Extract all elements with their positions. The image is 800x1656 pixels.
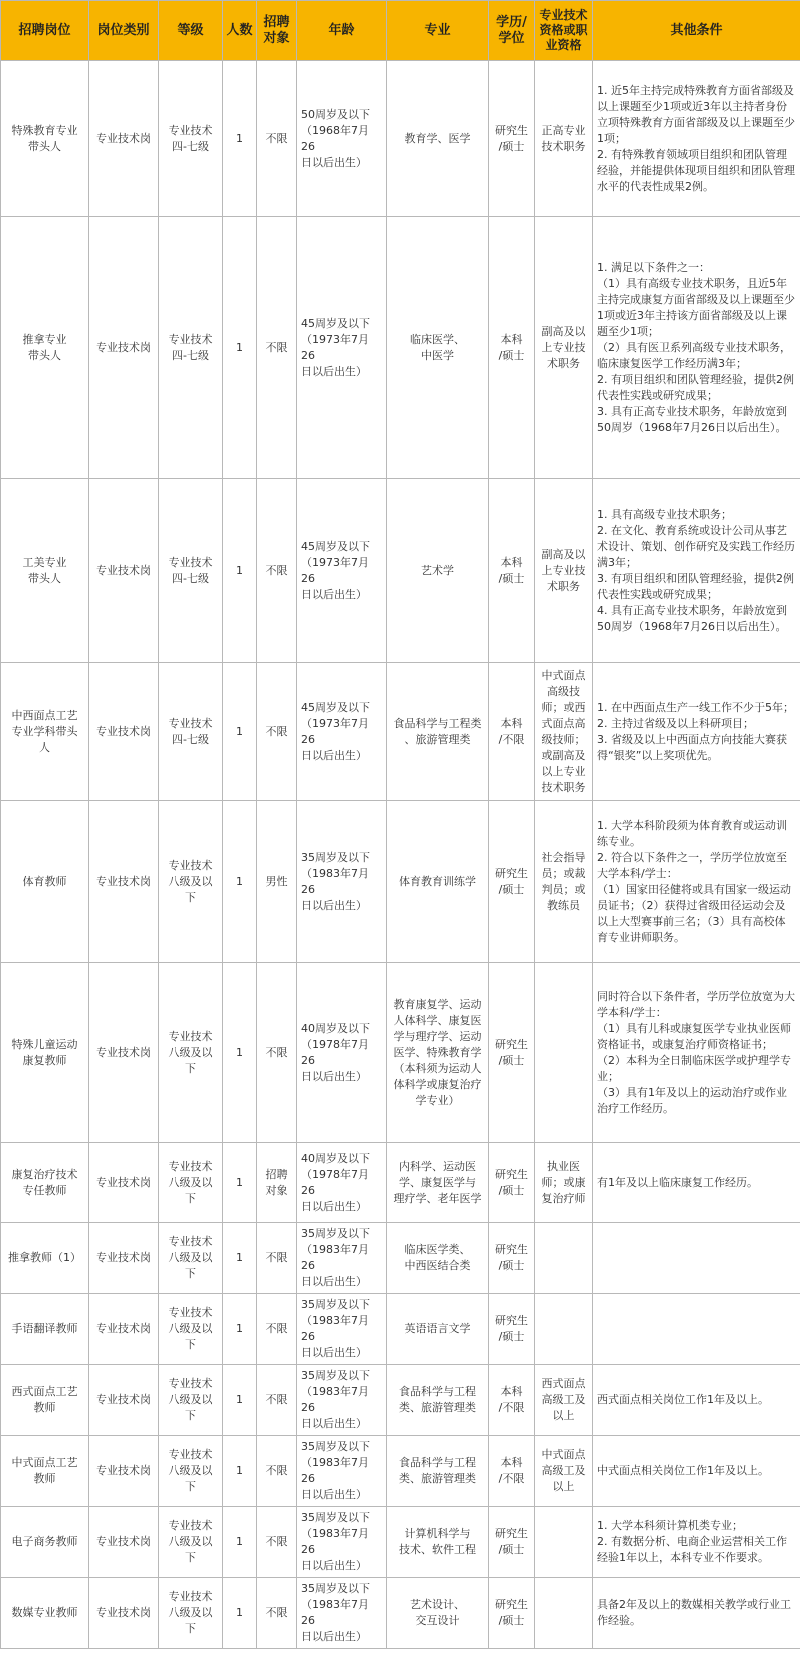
age-cell: 35周岁及以下 （1983年7月26 日以后出生） bbox=[297, 1365, 387, 1436]
position-cell: 西式面点工艺 教师 bbox=[1, 1365, 89, 1436]
count-cell: 1 bbox=[223, 1507, 257, 1578]
table-row bbox=[1, 963, 800, 1143]
count-cell: 1 bbox=[223, 1143, 257, 1223]
count-cell: 1 bbox=[223, 1365, 257, 1436]
position-cell: 康复治疗技术 专任教师 bbox=[1, 1143, 89, 1223]
degree-cell: 本科 /不限 bbox=[489, 1365, 535, 1436]
degree-cell: 研究生 /硕士 bbox=[489, 801, 535, 963]
target-cell: 不限 bbox=[257, 1294, 297, 1365]
level-cell: 专业技术 四-七级 bbox=[159, 663, 223, 801]
header-age: 年龄 bbox=[297, 1, 387, 61]
category-cell: 专业技术岗 bbox=[89, 1507, 159, 1578]
category-cell: 专业技术岗 bbox=[89, 479, 159, 663]
category-cell: 专业技术岗 bbox=[89, 1294, 159, 1365]
table-header-row bbox=[1, 1, 800, 61]
table-row bbox=[1, 1578, 800, 1649]
age-cell: 35周岁及以下 （1983年7月26 日以后出生） bbox=[297, 1578, 387, 1649]
level-cell: 专业技术 四-七级 bbox=[159, 479, 223, 663]
age-cell: 45周岁及以下 （1973年7月26 日以后出生） bbox=[297, 479, 387, 663]
qualification-cell bbox=[535, 1578, 593, 1649]
position-cell: 手语翻译教师 bbox=[1, 1294, 89, 1365]
degree-cell: 研究生 /硕士 bbox=[489, 1507, 535, 1578]
qualification-cell bbox=[535, 1223, 593, 1294]
position-cell: 特殊儿童运动 康复教师 bbox=[1, 963, 89, 1143]
degree-cell: 本科 /硕士 bbox=[489, 479, 535, 663]
category-cell: 专业技术岗 bbox=[89, 801, 159, 963]
category-cell: 专业技术岗 bbox=[89, 963, 159, 1143]
position-cell: 数媒专业教师 bbox=[1, 1578, 89, 1649]
major-cell: 临床医学类、 中西医结合类 bbox=[387, 1223, 489, 1294]
major-cell: 体育教育训练学 bbox=[387, 801, 489, 963]
age-cell: 40周岁及以下 （1978年7月26 日以后出生） bbox=[297, 1143, 387, 1223]
level-cell: 专业技术 四-七级 bbox=[159, 61, 223, 217]
position-cell: 电子商务教师 bbox=[1, 1507, 89, 1578]
qualification-cell: 副高及以 上专业技 术职务 bbox=[535, 479, 593, 663]
target-cell: 男性 bbox=[257, 801, 297, 963]
count-cell: 1 bbox=[223, 1223, 257, 1294]
age-cell: 45周岁及以下 （1973年7月26 日以后出生） bbox=[297, 217, 387, 479]
level-cell: 专业技术 八级及以 下 bbox=[159, 963, 223, 1143]
position-cell: 中西面点工艺 专业学科带头 人 bbox=[1, 663, 89, 801]
table-body bbox=[1, 61, 800, 1649]
table-row bbox=[1, 1365, 800, 1436]
age-cell: 35周岁及以下 （1983年7月26 日以后出生） bbox=[297, 1223, 387, 1294]
category-cell: 专业技术岗 bbox=[89, 663, 159, 801]
major-cell: 临床医学、 中医学 bbox=[387, 217, 489, 479]
position-cell: 中式面点工艺 教师 bbox=[1, 1436, 89, 1507]
qualification-cell: 执业医 师；或康 复治疗师 bbox=[535, 1143, 593, 1223]
degree-cell: 研究生 /硕士 bbox=[489, 963, 535, 1143]
header-degree: 学历/ 学位 bbox=[489, 1, 535, 61]
category-cell: 专业技术岗 bbox=[89, 1143, 159, 1223]
qualification-cell bbox=[535, 1294, 593, 1365]
conditions-cell: 有1年及以上临床康复工作经历。 bbox=[593, 1143, 800, 1223]
target-cell: 不限 bbox=[257, 61, 297, 217]
qualification-cell: 正高专业 技术职务 bbox=[535, 61, 593, 217]
major-cell: 食品科学与工程 类、旅游管理类 bbox=[387, 1365, 489, 1436]
position-cell: 推拿专业 带头人 bbox=[1, 217, 89, 479]
header-major: 专业 bbox=[387, 1, 489, 61]
major-cell: 食品科学与工程 类、旅游管理类 bbox=[387, 1436, 489, 1507]
count-cell: 1 bbox=[223, 61, 257, 217]
level-cell: 专业技术 八级及以 下 bbox=[159, 1436, 223, 1507]
degree-cell: 研究生 /硕士 bbox=[489, 1294, 535, 1365]
level-cell: 专业技术 八级及以 下 bbox=[159, 1365, 223, 1436]
conditions-cell bbox=[593, 1294, 800, 1365]
conditions-cell: 同时符合以下条件者，学历学位放宽为大学本科/学士： （1）具有儿科或康复医学专业执业医师资格证书，或康复治疗师资格证书； （2）本科为全日制临床医学或护理学专业； （3）具有1年及以上的运动治疗或作业治疗工作经历。 bbox=[593, 963, 800, 1143]
target-cell: 不限 bbox=[257, 1507, 297, 1578]
age-cell: 35周岁及以下 （1983年7月26 日以后出生） bbox=[297, 1507, 387, 1578]
table-row bbox=[1, 663, 800, 801]
degree-cell: 研究生 /硕士 bbox=[489, 1223, 535, 1294]
degree-cell: 研究生 /硕士 bbox=[489, 61, 535, 217]
target-cell: 不限 bbox=[257, 1436, 297, 1507]
degree-cell: 本科 /不限 bbox=[489, 1436, 535, 1507]
position-cell: 工美专业 带头人 bbox=[1, 479, 89, 663]
qualification-cell: 社会指导 员；或裁 判员；或 教练员 bbox=[535, 801, 593, 963]
category-cell: 专业技术岗 bbox=[89, 1365, 159, 1436]
table-row bbox=[1, 61, 800, 217]
position-cell: 特殊教育专业 带头人 bbox=[1, 61, 89, 217]
header-target: 招聘 对象 bbox=[257, 1, 297, 61]
count-cell: 1 bbox=[223, 663, 257, 801]
table-row bbox=[1, 479, 800, 663]
header-position: 招聘岗位 bbox=[1, 1, 89, 61]
major-cell: 教育学、医学 bbox=[387, 61, 489, 217]
table-row bbox=[1, 801, 800, 963]
qualification-cell: 中式面点 高级技 师；或西 式面点高 级技师； 或副高及 以上专业 技术职务 bbox=[535, 663, 593, 801]
qualification-cell bbox=[535, 963, 593, 1143]
count-cell: 1 bbox=[223, 217, 257, 479]
conditions-cell: 1. 近5年主持完成特殊教育方面省部级及以上课题至少1项或近3年以主持者身份立项特殊教育方面省部级及以上课题至少1项； 2. 有特殊教育领域项目组织和团队管理经验，并能提供体现项目组织和团队管理水平的代表性成果2例。 bbox=[593, 61, 800, 217]
degree-cell: 研究生 /硕士 bbox=[489, 1143, 535, 1223]
header-conditions: 其他条件 bbox=[593, 1, 800, 61]
target-cell: 不限 bbox=[257, 663, 297, 801]
table-row bbox=[1, 1507, 800, 1578]
conditions-cell: 具备2年及以上的数媒相关教学或行业工作经验。 bbox=[593, 1578, 800, 1649]
count-cell: 1 bbox=[223, 963, 257, 1143]
count-cell: 1 bbox=[223, 801, 257, 963]
target-cell: 不限 bbox=[257, 1365, 297, 1436]
table-row bbox=[1, 1294, 800, 1365]
table-row bbox=[1, 217, 800, 479]
major-cell: 艺术学 bbox=[387, 479, 489, 663]
age-cell: 50周岁及以下 （1968年7月26 日以后出生） bbox=[297, 61, 387, 217]
degree-cell: 本科 /硕士 bbox=[489, 217, 535, 479]
qualification-cell: 副高及以 上专业技 术职务 bbox=[535, 217, 593, 479]
category-cell: 专业技术岗 bbox=[89, 61, 159, 217]
level-cell: 专业技术 八级及以 下 bbox=[159, 1223, 223, 1294]
conditions-cell: 1. 具有高级专业技术职务； 2. 在文化、教育系统或设计公司从事艺术设计、策划、创作研究及实践工作经历满3年； 3. 有项目组织和团队管理经验，提供2例代表性实践或研究成果； 4. 具有正高专业技术职务，年龄放宽到50周岁（1968年7月26日以后出生）。 bbox=[593, 479, 800, 663]
age-cell: 45周岁及以下 （1973年7月26 日以后出生） bbox=[297, 663, 387, 801]
major-cell: 食品科学与工程类 、旅游管理类 bbox=[387, 663, 489, 801]
target-cell: 不限 bbox=[257, 963, 297, 1143]
target-cell: 招聘 对象 bbox=[257, 1143, 297, 1223]
table-row bbox=[1, 1223, 800, 1294]
qualification-cell bbox=[535, 1507, 593, 1578]
header-category: 岗位类别 bbox=[89, 1, 159, 61]
category-cell: 专业技术岗 bbox=[89, 217, 159, 479]
table-row bbox=[1, 1143, 800, 1223]
level-cell: 专业技术 八级及以 下 bbox=[159, 1294, 223, 1365]
conditions-cell: 西式面点相关岗位工作1年及以上。 bbox=[593, 1365, 800, 1436]
level-cell: 专业技术 八级及以 下 bbox=[159, 1143, 223, 1223]
level-cell: 专业技术 八级及以 下 bbox=[159, 1578, 223, 1649]
target-cell: 不限 bbox=[257, 217, 297, 479]
category-cell: 专业技术岗 bbox=[89, 1436, 159, 1507]
major-cell: 艺术设计、 交互设计 bbox=[387, 1578, 489, 1649]
level-cell: 专业技术 八级及以 下 bbox=[159, 801, 223, 963]
level-cell: 专业技术 八级及以 下 bbox=[159, 1507, 223, 1578]
position-cell: 推拿教师（1） bbox=[1, 1223, 89, 1294]
position-cell: 体育教师 bbox=[1, 801, 89, 963]
target-cell: 不限 bbox=[257, 1578, 297, 1649]
major-cell: 教育康复学、运动 人体科学、康复医 学与理疗学、运动 医学、特殊教育学 （本科须为运动人 体科学或康复治疗 学专业） bbox=[387, 963, 489, 1143]
conditions-cell: 1. 满足以下条件之一： （1）具有高级专业技术职务，且近5年主持完成康复方面省部级及以上课题至少1项或近3年主持该方面省部级及以上课题至少1项； （2）具有医卫系列高级专业技术职务，临床康复医学工作经历满3年； 2. 有项目组织和团队管理经验，提供2例代表性实践或研究成果； 3. 具有正高专业技术职务，年龄放宽到50周岁（1968年7月26日以后出生）。 bbox=[593, 217, 800, 479]
qualification-cell: 中式面点 高级工及 以上 bbox=[535, 1436, 593, 1507]
category-cell: 专业技术岗 bbox=[89, 1578, 159, 1649]
header-level: 等级 bbox=[159, 1, 223, 61]
count-cell: 1 bbox=[223, 1436, 257, 1507]
conditions-cell bbox=[593, 1223, 800, 1294]
header-count: 人数 bbox=[223, 1, 257, 61]
count-cell: 1 bbox=[223, 1294, 257, 1365]
count-cell: 1 bbox=[223, 1578, 257, 1649]
qualification-cell: 西式面点 高级工及 以上 bbox=[535, 1365, 593, 1436]
age-cell: 35周岁及以下 （1983年7月26 日以后出生） bbox=[297, 1436, 387, 1507]
age-cell: 40周岁及以下 （1978年7月26 日以后出生） bbox=[297, 963, 387, 1143]
category-cell: 专业技术岗 bbox=[89, 1223, 159, 1294]
target-cell: 不限 bbox=[257, 479, 297, 663]
count-cell: 1 bbox=[223, 479, 257, 663]
degree-cell: 研究生 /硕士 bbox=[489, 1578, 535, 1649]
header-qualification: 专业技术 资格或职 业资格 bbox=[535, 1, 593, 61]
conditions-cell: 1. 在中西面点生产一线工作不少于5年； 2. 主持过省级及以上科研项目； 3. 省级及以上中西面点方向技能大赛获得“银奖”以上奖项优先。 bbox=[593, 663, 800, 801]
level-cell: 专业技术 四-七级 bbox=[159, 217, 223, 479]
age-cell: 35周岁及以下 （1983年7月26 日以后出生） bbox=[297, 1294, 387, 1365]
major-cell: 内科学、运动医 学、康复医学与 理疗学、老年医学 bbox=[387, 1143, 489, 1223]
major-cell: 英语语言文学 bbox=[387, 1294, 489, 1365]
age-cell: 35周岁及以下 （1983年7月26 日以后出生） bbox=[297, 801, 387, 963]
degree-cell: 本科 /不限 bbox=[489, 663, 535, 801]
conditions-cell: 中式面点相关岗位工作1年及以上。 bbox=[593, 1436, 800, 1507]
target-cell: 不限 bbox=[257, 1223, 297, 1294]
table-row bbox=[1, 1436, 800, 1507]
conditions-cell: 1. 大学本科须计算机类专业； 2. 有数据分析、电商企业运营相关工作经验1年以上，本科专业不作要求。 bbox=[593, 1507, 800, 1578]
major-cell: 计算机科学与 技术、软件工程 bbox=[387, 1507, 489, 1578]
conditions-cell: 1. 大学本科阶段须为体育教育或运动训练专业。 2. 符合以下条件之一，学历学位放宽至大学本科/学士： （1）国家田径健将或具有国家一级运动员证书；（2）获得过省级田径运动会及以上大型赛事前三名；（3）具有高校体育专业讲师职务。 bbox=[593, 801, 800, 963]
